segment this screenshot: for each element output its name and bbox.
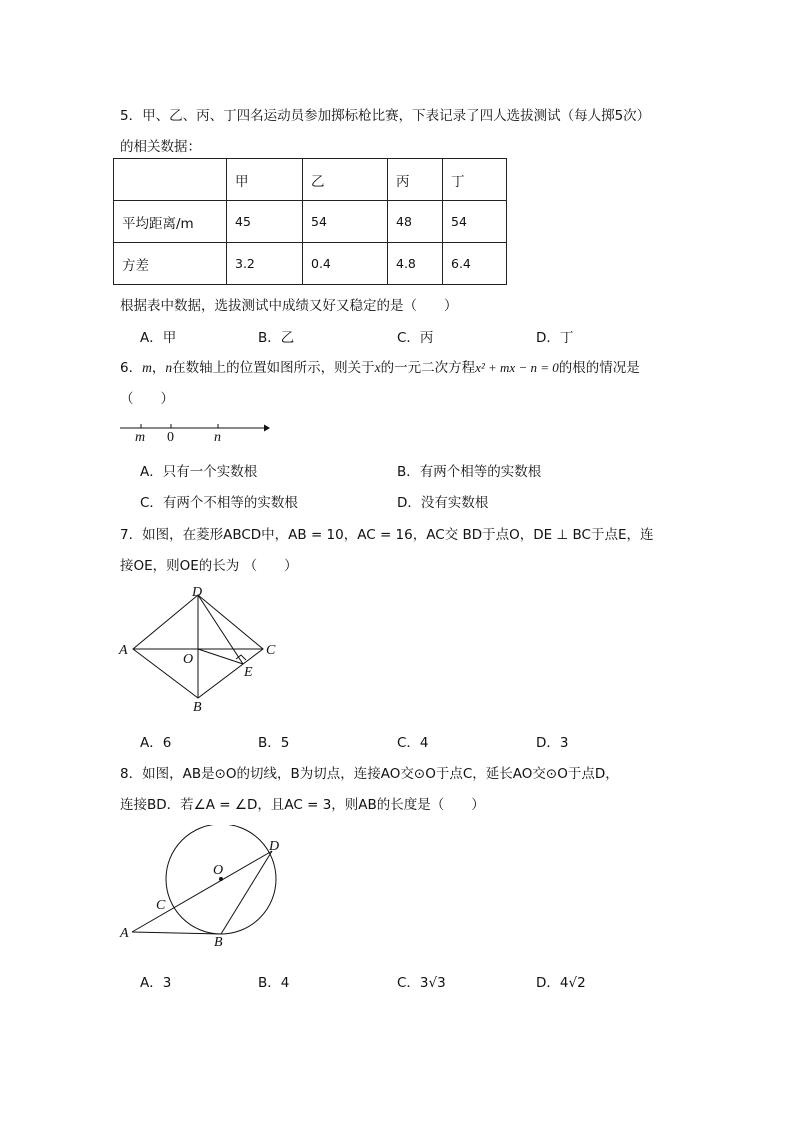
q6-text-b: 在数轴上的位置如图所示，则关于 xyxy=(172,360,375,376)
q8-option-d[interactable]: D．4√2 xyxy=(536,975,586,991)
segment-ad xyxy=(132,851,272,932)
label-o: O xyxy=(213,863,224,878)
q7-option-a[interactable]: A．6 xyxy=(140,735,172,751)
table-header-cell: 丁 xyxy=(443,159,507,201)
label-d: D xyxy=(192,585,203,600)
table-header-row xyxy=(114,159,507,201)
table-cell: 方差 xyxy=(114,243,227,285)
table-header-cell: 乙 xyxy=(303,159,388,201)
q7-option-d[interactable]: D．3 xyxy=(536,735,569,751)
table-cell: 4.8 xyxy=(388,243,443,285)
q7-stem-line1: 7．如图，在菱形ABCD中，AB = 10，AC = 16，AC交 BD于点O，DE ⊥ BC于点E，连 xyxy=(120,527,654,543)
table-header-cell: 丙 xyxy=(388,159,443,201)
q5-option-b[interactable]: B．乙 xyxy=(258,330,295,346)
q5-option-a[interactable]: A．甲 xyxy=(140,330,177,346)
q6-separator: ， xyxy=(151,360,166,376)
q6-equation: x² + mx − n = 0 xyxy=(475,360,559,375)
label-a: A xyxy=(120,926,129,941)
label-e: E xyxy=(244,665,253,680)
q6-option-c[interactable]: C．有两个不相等的实数根 xyxy=(140,495,298,511)
table-cell: 3.2 xyxy=(227,243,303,285)
table-cell: 45 xyxy=(227,201,303,243)
axis-label-m: m xyxy=(135,430,146,445)
label-b: B xyxy=(193,700,202,715)
table-cell: 平均距离/m xyxy=(114,201,227,243)
q5-stem-line1: 5．甲、乙、丙、丁四名运动员参加掷标枪比赛，下表记录了四人选拔测试（每人掷5次） xyxy=(120,108,651,124)
arrow-right-icon xyxy=(264,425,270,432)
q5-stem-line2: 的相关数据： xyxy=(120,139,201,155)
q6-option-a[interactable]: A．只有一个实数根 xyxy=(140,464,258,480)
label-a: A xyxy=(119,643,128,658)
table-cell: 48 xyxy=(388,201,443,243)
q6-stem-line2: （ ） xyxy=(120,391,174,407)
q8-option-a[interactable]: A．3 xyxy=(140,975,172,991)
q8-stem-line1: 8．如图，AB是⊙O的切线，B为切点，连接AO交⊙O于点C，延长AO交⊙O于点D， xyxy=(120,766,619,782)
label-c: C xyxy=(266,643,276,658)
rhombus-figure xyxy=(115,585,295,715)
table-header-cell: 甲 xyxy=(227,159,303,201)
label-c: C xyxy=(156,898,166,913)
label-o: O xyxy=(183,652,194,667)
table-cell: 0.4 xyxy=(303,243,388,285)
table-header-cell xyxy=(114,159,227,201)
var-m: m xyxy=(142,360,152,375)
segment-oe xyxy=(198,649,243,664)
q6-text-c: 的一元二次方程 xyxy=(380,360,476,376)
q8-option-c[interactable]: C．3√3 xyxy=(397,975,446,991)
q6-number: 6． xyxy=(120,360,143,376)
segment-bd xyxy=(221,851,272,934)
q6-option-b[interactable]: B．有两个相等的实数根 xyxy=(397,464,542,480)
table-cell: 54 xyxy=(443,201,507,243)
q6-text-d: 的根的情况是 xyxy=(558,360,640,376)
table-row xyxy=(114,201,507,243)
axis-label-0: 0 xyxy=(167,430,174,445)
var-x: x xyxy=(374,360,381,375)
table-cell: 54 xyxy=(303,201,388,243)
axis-label-n: n xyxy=(214,430,221,445)
q5-data-table xyxy=(113,158,507,285)
table-row xyxy=(114,243,507,285)
number-line-figure xyxy=(118,418,278,448)
q7-option-b[interactable]: B．5 xyxy=(258,735,290,751)
circle-tangent-figure xyxy=(115,825,295,955)
q8-stem-line2: 连接BD．若∠A = ∠D，且AC = 3，则AB的长度是（ ） xyxy=(120,797,485,813)
q5-option-c[interactable]: C．丙 xyxy=(397,330,434,346)
label-d: D xyxy=(269,839,280,854)
q6-stem-line1 xyxy=(120,356,640,376)
q5-option-d[interactable]: D．丁 xyxy=(536,330,574,346)
table-cell: 6.4 xyxy=(443,243,507,285)
q7-option-c[interactable]: C．4 xyxy=(397,735,429,751)
segment-de xyxy=(198,595,243,664)
q5-question: 根据表中数据，选拔测试中成绩又好又稳定的是（ ） xyxy=(120,298,458,314)
q8-option-b[interactable]: B．4 xyxy=(258,975,290,991)
q6-option-d[interactable]: D．没有实数根 xyxy=(397,495,489,511)
q7-stem-line2: 接OE，则OE的长为 （ ） xyxy=(120,558,298,574)
label-b: B xyxy=(214,935,223,950)
var-n: n xyxy=(165,360,173,375)
